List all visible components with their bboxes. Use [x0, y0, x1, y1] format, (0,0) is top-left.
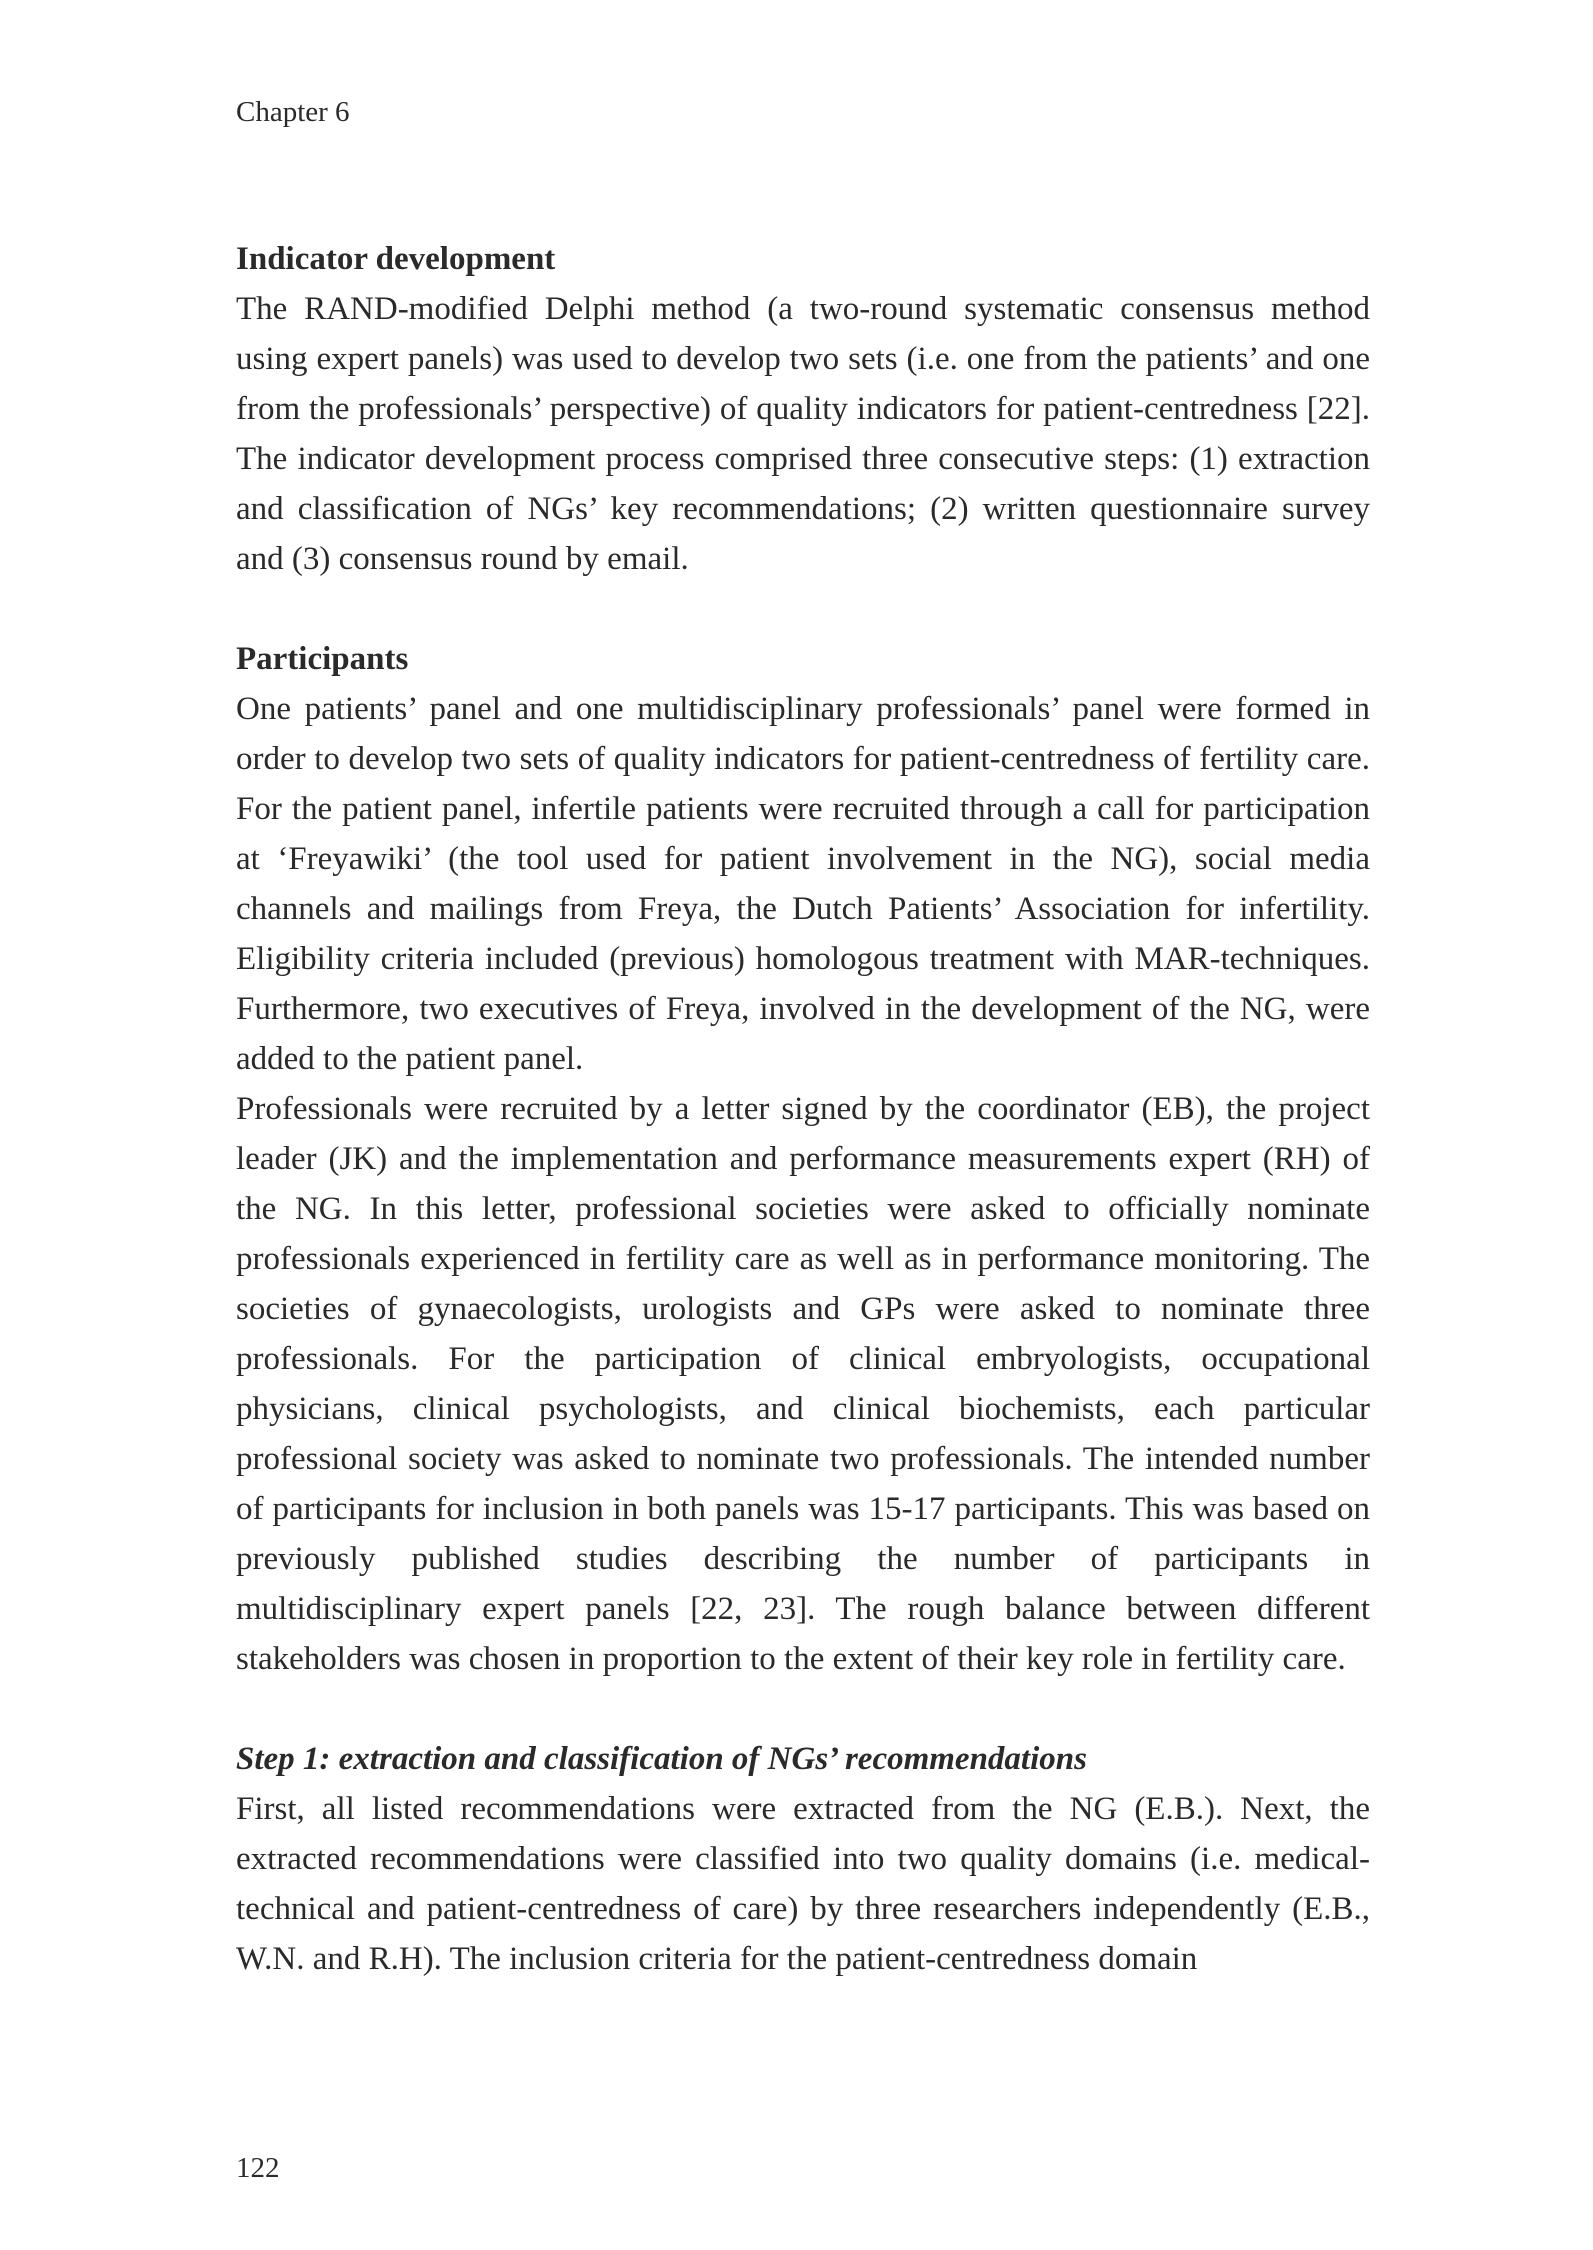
- page-number: 122: [236, 2152, 280, 2184]
- page-body: [236, 234, 1370, 1984]
- participants-heading: Participants: [236, 641, 409, 677]
- participants-paragraph-1: One patients’ panel and one multidisciplinary professionals’ panel were formed in order to develop two sets of quality indicators for patient-centredness of fertility care. For the patient panel, infertile patients were recruited through a call for participation at ‘Freyawiki’ (the tool used for patient involvement in the NG), social media channels and mailings from Freya, the Dutch Patients’ Association for infertility. Eligibility criteria included (previous) homologous treatment with MAR-techniques. Furthermore, two executives of Freya, involved in the development of the NG, were added to the patient panel.: [236, 691, 1370, 1077]
- participants-paragraph-2: Professionals were recruited by a letter signed by the coordinator (EB), the project leader (JK) and the implementation and performance measurements expert (RH) of the NG. In this letter, professional societies were asked to officially nominate professionals experienced in fertility care as well as in performance monitoring. The societies of gynaecologists, urologists and GPs were asked to nominate three professionals. For the participation of clinical embryologists, occupational physicians, clinical psychologists, and clinical biochemists, each particular professional society was asked to nominate two professionals. The intended number of participants for inclusion in both panels was 15-17 participants. This was based on previously published studies describing the number of participants in multidisciplinary expert panels [22, 23]. The rough balance between different stakeholders was chosen in proportion to the extent of their key role in fertility care.: [236, 1091, 1370, 1677]
- section-spacer: [236, 584, 1370, 634]
- indicator-development-heading: Indicator development: [236, 241, 556, 277]
- indicator-development-paragraph: The RAND-modified Delphi method (a two-round systematic consensus method using expert panels) was used to develop two sets (i.e. one from the patients’ and one from the professionals’ perspective) of quality indicators for patient-centredness [22]. The indicator development process comprised three consecutive steps: (1) extraction and classification of NGs’ key recommendations; (2) written questionnaire survey and (3) consensus round by email.: [236, 291, 1370, 577]
- step1-heading: Step 1: extraction and classification of NGs’ recommendations: [236, 1741, 1087, 1777]
- running-header: Chapter 6: [236, 96, 350, 128]
- step1-paragraph: First, all listed recommendations were extracted from the NG (E.B.). Next, the extracted recommendations were classified into two quality domains (i.e. medical-technical and patient-centredness of care) by three researchers independently (E.B., W.N. and R.H). The inclusion criteria for the patient-centredness domain: [236, 1791, 1370, 1977]
- section-spacer: [236, 1684, 1370, 1734]
